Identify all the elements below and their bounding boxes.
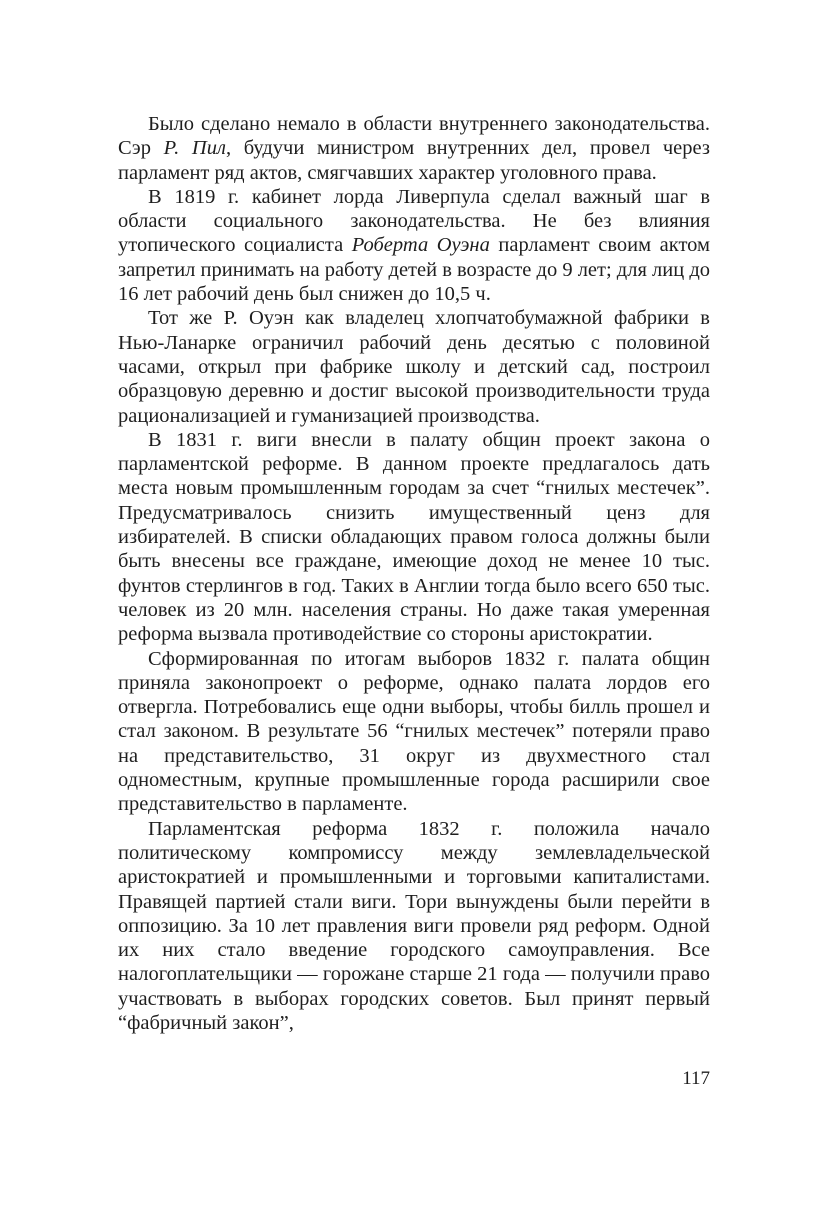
- paragraph: [118, 306, 710, 427]
- italic-name: Роберта Оуэна: [351, 234, 490, 257]
- paragraph: [118, 428, 710, 647]
- page-body: [118, 112, 710, 1035]
- text-run: В 1831 г. виги внесли в палату общин проект закона о парламентской реформе. В данном проекте предлагалось дать места новым промышленным городам за счет “гнилых местечек”. Предусматривалось снизить имущественный ценз для избирателей. В списки обладающих правом голоса должны были быть внесены все граждане, имеющие доход не менее 10 тыс. фунтов стерлингов в год. Таких в Англии тогда было всего 650 тыс. человек из 20 млн. населения страны. Но даже такая умеренная реформа вызвала противодействие со стороны аристократии.: [118, 428, 710, 646]
- text-run: Тот же Р. Оуэн как владелец хлопчатобумажной фабрики в Нью-Ланарке ограничил рабочий день десятью с половиной часами, открыл при фабрике школу и детский сад, построил образцовую деревню и достиг высокой производительности труда рационализацией и гуманизацией производства.: [118, 307, 710, 427]
- paragraph: [118, 817, 710, 1036]
- page-number: 117: [682, 1068, 710, 1089]
- text-run: Было сделано немало в области внутреннего законодательства. Сэр: [118, 113, 710, 160]
- text-run: парламент своим актом запретил принимать на работу детей в возрасте до 9 лет; для лиц до 16 лет рабочий день был снижен до 10,5 ч.: [118, 234, 710, 306]
- paragraph: [118, 185, 710, 306]
- italic-name: Р. Пил: [163, 137, 226, 160]
- text-run: Сформированная по итогам выборов 1832 г. палата общин приняла законопроект о реформе, однако палата лордов его отвергла. Потребовались еще одни выборы, чтобы билль прошел и стал законом. В результате 56 “гнилых местечек” потеряли право на представительство, 31 округ из двухместного стал одноместным, крупные промышленные города расширили свое представительство в парламенте.: [118, 647, 710, 816]
- paragraph: [118, 112, 710, 185]
- paragraph: [118, 647, 710, 817]
- text-run: , будучи министром внутренних дел, провел через парламент ряд актов, смягчавших характер уголовного права.: [118, 137, 710, 184]
- text-run: Парламентская реформа 1832 г. положила начало политическому компромиссу между землевладельческой аристократией и промышленными и торговыми капиталистами. Правящей партией стали виги. Тори вынуждены были перейти в оппозицию. За 10 лет правления виги провели ряд реформ. Одной их них стало введение городского самоуправления. Все налогоплательщики — горожане старше 21 года — получили право участвовать в выборах городских советов. Был принят первый “фабричный закон”,: [118, 817, 710, 1034]
- text-run: В 1819 г. кабинет лорда Ливерпула сделал важный шаг в области социального законодательства. Не без влияния утопического социалиста: [118, 185, 710, 257]
